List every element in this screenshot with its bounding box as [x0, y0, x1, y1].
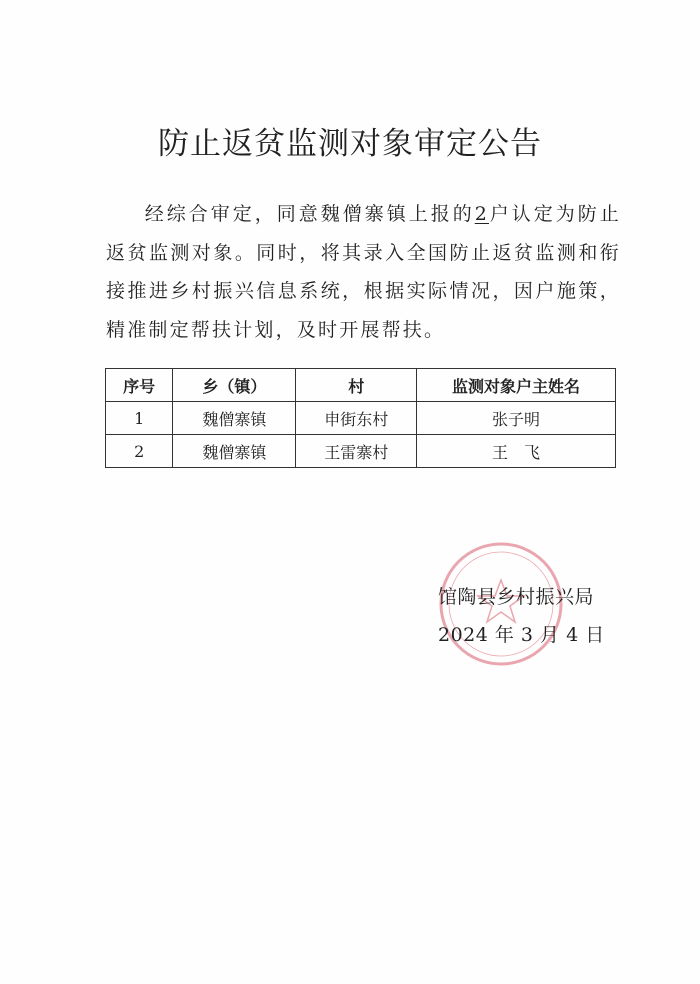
cell-town: 魏僧寨镇: [173, 435, 296, 468]
header-town: 乡（镇）: [173, 369, 296, 402]
cell-village: 申街东村: [296, 402, 417, 435]
cell-village: 王雷寨村: [296, 435, 417, 468]
cell-name: 张子明: [417, 402, 616, 435]
table-row: [106, 435, 616, 468]
header-no: 序号: [106, 369, 173, 402]
household-count: 2: [474, 203, 490, 225]
issuer-name: 馆陶县乡村振兴局: [438, 586, 595, 608]
issue-date: 2024 年 3 月 4 日: [438, 624, 605, 646]
cell-no: 1: [106, 402, 173, 435]
monitoring-table: [105, 368, 616, 468]
cell-no: 2: [106, 435, 173, 468]
paragraph-text-before-count: 经综合审定，同意魏僧寨镇上报的: [144, 203, 475, 225]
table-row: [106, 402, 616, 435]
paragraph-text-after-count: 户认定为防止返贫监测对象。同时，将其录入全国防止返贫监测和衔接推进乡村振兴信息系统，根据实际情况，因户施策，精准制定帮扶计划，及时开展帮扶。: [106, 203, 621, 341]
announcement-paragraph: [106, 195, 621, 349]
signature-block: [438, 578, 605, 654]
document-title: 防止返贫监测对象审定公告: [158, 126, 542, 162]
header-name: 监测对象户主姓名: [417, 369, 616, 402]
table-header-row: [106, 369, 616, 402]
cell-town: 魏僧寨镇: [173, 402, 296, 435]
cell-name: 王 飞: [417, 435, 616, 468]
header-village: 村: [296, 369, 417, 402]
